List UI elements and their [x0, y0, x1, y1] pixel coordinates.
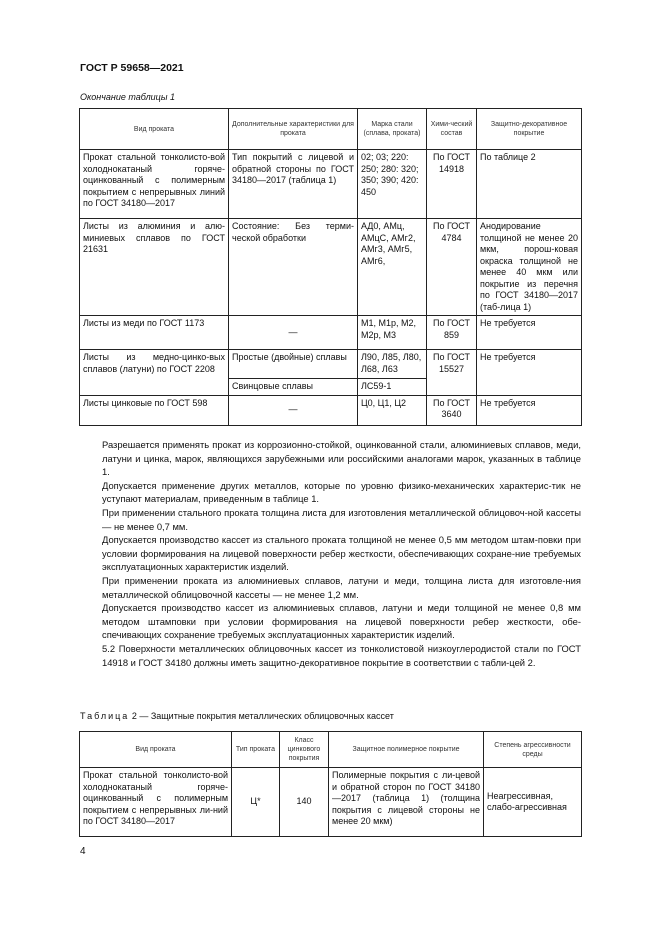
body-text: [80, 438, 581, 669]
cell-extra: Состояние: Без терми-ческой обработки: [229, 219, 358, 316]
cell-kind: Ц*: [232, 768, 280, 837]
paragraph: Допускается производство кассет из стального проката толщиной не менее 0,5 мм методом штам-повки при условии формирования на лицевой поверхности ребер жесткости, обеспечивающих сохране-ние требуемых эксплуатационных характеристик изделий.: [102, 534, 581, 573]
cell-coating: Не требуется: [477, 395, 582, 425]
cell-extra: —: [229, 395, 358, 425]
cell-type: Листы цинковые по ГОСТ 598: [80, 395, 229, 425]
cell-grade: Л90, Л85, Л80, Л68, Л63: [358, 350, 427, 379]
cell-extra: Тип покрытий с лицевой и обратной стороны по ГОСТ 34180—2017 (таблица 1): [229, 150, 358, 219]
cell-chem: По ГОСТ 14918: [427, 150, 477, 219]
column-header: Вид проката: [80, 732, 232, 768]
table-row: [80, 150, 582, 219]
cell-chem: По ГОСТ 3640: [427, 395, 477, 425]
table-row: [80, 219, 582, 316]
paragraph: Разрешается применять прокат из коррозионно-стойкой, оцинкованной стали, алюминиевых сплавов, меди, латуни и цинка, марок, являющихся зарубежными или российскими аналогами марок, указанных в таблице 1.: [102, 439, 581, 478]
cell-chem: По ГОСТ 15527: [427, 350, 477, 396]
paragraph: При применении стального проката толщина листа для изготовления металлической облицовоч-ной кассеты — не менее 0,7 мм.: [102, 506, 581, 532]
cell-polymer: Полимерные покрытия с ли-цевой и обратной сторон по ГОСТ 34180—2017 (таблица 1) (толщина покрытия с лицевой стороны не менее 20 мкм): [329, 768, 484, 837]
cell-type: Листы из меди по ГОСТ 1173: [80, 316, 229, 350]
cell-grade: ЛС59-1: [358, 379, 427, 396]
cell-type: Прокат стальной тонколисто-вой холоднокатаный горяче-оцинкованный с полимерным покрытием с непрерывных ли-ний по ГОСТ 34180—2017: [80, 768, 232, 837]
column-header: Хими-ческий состав: [427, 109, 477, 150]
paragraph: При применении проката из алюминиевых сплавов, латуни и меди, толщина листа для изготовле-ния металлической облицовочной кассеты — не менее 1,2 мм.: [102, 574, 581, 600]
table2-header-row: [80, 732, 582, 768]
cell-coating: Не требуется: [477, 350, 582, 396]
cell-chem: По ГОСТ 4784: [427, 219, 477, 316]
table-row: [80, 768, 582, 837]
table-2: [79, 731, 582, 837]
cell-type: Листы из медно-цинко-вых сплавов (латуни) по ГОСТ 2208: [80, 350, 229, 396]
cell-type: Прокат стальной тонколисто-вой холоднокатаный горяче-оцинкованный с полимерным покрытием с непрерывных линий по ГОСТ 34180—2017: [80, 150, 229, 219]
table-row: [80, 316, 582, 350]
cell-grade: Ц0, Ц1, Ц2: [358, 395, 427, 425]
cell-aggressiveness: Неагрессивная, слабо-агрессивная: [484, 768, 582, 837]
cell-grade: М1, М1р, М2, М2р, М3: [358, 316, 427, 350]
column-header: Защитное полимерное покрытие: [329, 732, 484, 768]
table1-caption: Окончание таблицы 1: [80, 92, 175, 102]
column-header: Класс цинкового покрытия: [280, 732, 329, 768]
cell-extra: —: [229, 316, 358, 350]
column-header: Дополнительные характеристики для проката: [229, 109, 358, 150]
column-header: Степень агрессивности среды: [484, 732, 582, 768]
paragraph: 5.2 Поверхности металлических облицовочных кассет из тонколистовой низкоуглеродистой стали по ГОСТ 14918 и ГОСТ 34180 должны иметь защитно-декоративное покрытие в соответствии с табли-цей 2.: [102, 642, 581, 668]
table1-header-row: [80, 109, 582, 150]
cell-grade: 02; 03; 220: 250; 280: 320; 350; 390; 420: 450: [358, 150, 427, 219]
table2-caption-label: Таблица: [80, 711, 130, 721]
cell-extra: Свинцовые сплавы: [229, 379, 358, 396]
document-number: ГОСТ Р 59658—2021: [80, 62, 184, 74]
column-header: Тип проката: [232, 732, 280, 768]
cell-coating: По таблице 2: [477, 150, 582, 219]
cell-grade: АД0, АМц, АМцС, АМг2, АМг3, АМг5, АМг6,: [358, 219, 427, 316]
column-header: Защитно-декоративное покрытие: [477, 109, 582, 150]
table-row: [80, 350, 582, 379]
paragraph: Допускается производство кассет из алюминиевых сплавов, латуни и меди толщиной не менее 0,8 мм методом штамповки при условии формирования на лицевой поверхности ребер жесткости, обе-спечивающих сохранение требуемых эксплуатационных характеристик изделий.: [102, 602, 581, 641]
table2-caption-text: 2 — Защитные покрытия металлических облицовочных кассет: [131, 711, 394, 721]
cell-chem: По ГОСТ 859: [427, 316, 477, 350]
cell-coating: Не требуется: [477, 316, 582, 350]
table2-caption: [80, 711, 394, 721]
cell-coating: Анодирование толщиной не менее 20 мкм, порош-ковая окраска толщиной не менее 40 мкм или покрытие из перечня по ГОСТ 34180—2017 (таб-лица 1): [477, 219, 582, 316]
paragraph: Допускается применение других металлов, которые по уровню физико-механических характерис-тик не уступают материалам, приведенным в таблице 1.: [102, 479, 581, 505]
cell-type: Листы из алюминия и алю-миниевых сплавов по ГОСТ 21631: [80, 219, 229, 316]
page-number: 4: [80, 846, 86, 857]
cell-zinc-class: 140: [280, 768, 329, 837]
table-1: [79, 108, 582, 426]
column-header: Марка стали (сплава, проката): [358, 109, 427, 150]
cell-extra: Простые (двойные) сплавы: [229, 350, 358, 379]
column-header: Вид проката: [80, 109, 229, 150]
table-row: [80, 395, 582, 425]
